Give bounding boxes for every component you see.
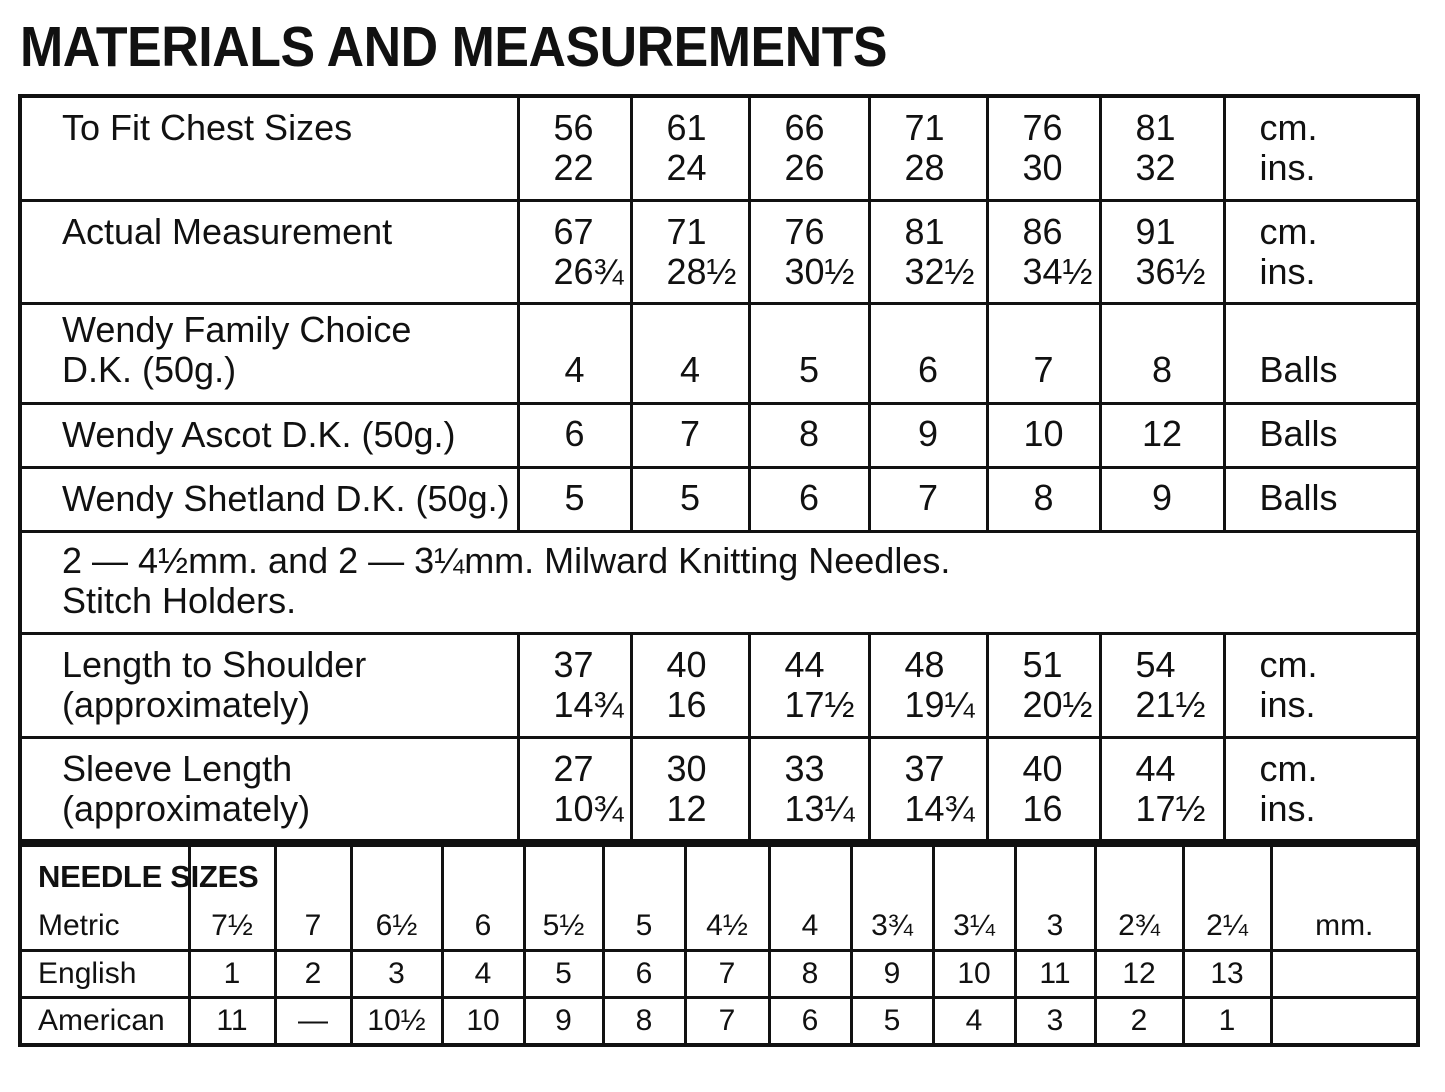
row-label <box>20 467 518 531</box>
cell-line: 28 <box>904 147 945 188</box>
cell-line: Stitch Holders. <box>62 579 297 621</box>
row-label <box>20 200 518 303</box>
cell-line: 17½ <box>1135 787 1206 829</box>
size-value-cell <box>749 737 869 841</box>
size-value-cell <box>869 633 987 737</box>
cell-line: 6 <box>564 412 585 454</box>
size-value-cell <box>1100 467 1224 531</box>
table-row <box>20 633 1418 737</box>
cell-line: 76 <box>784 210 825 252</box>
size-value-cell <box>631 303 749 403</box>
cell-line: 32½ <box>904 250 975 292</box>
cell-line: ins. <box>1259 683 1316 725</box>
cell-line: 48 <box>904 643 945 685</box>
english-size-cell: 3 <box>351 951 442 998</box>
cell-line: 14¾ <box>904 787 975 829</box>
english-size-cell: 9 <box>851 951 933 998</box>
row-label <box>20 403 518 467</box>
english-size-cell: 2 <box>275 951 351 998</box>
cell-line: 5 <box>679 476 701 518</box>
metric-size-cell: 3 <box>1015 845 1095 951</box>
cell-line: 37 <box>904 747 945 789</box>
cell-line: 7 <box>679 412 701 454</box>
needle-sizes-heading: NEEDLE SIZES <box>38 859 259 894</box>
metric-size-cell: 5 <box>603 845 685 951</box>
cell-line: 61 <box>666 107 707 148</box>
table-row <box>20 303 1418 403</box>
american-size-cell: 5 <box>851 998 933 1046</box>
english-row <box>20 951 1418 998</box>
english-size-cell: 6 <box>603 951 685 998</box>
size-value-cell <box>518 200 631 303</box>
american-size-cell: 11 <box>189 998 275 1046</box>
metric-size-cell: 3¾ <box>851 845 933 951</box>
american-size-cell: 4 <box>933 998 1015 1046</box>
american-size-cell: 10 <box>442 998 524 1046</box>
cell-line: 19¼ <box>904 683 975 725</box>
english-size-cell: 7 <box>685 951 769 998</box>
metric-row <box>20 845 1418 951</box>
size-value-cell <box>869 403 987 467</box>
cell-line: 4 <box>679 348 701 390</box>
english-size-cell: 4 <box>442 951 524 998</box>
american-size-cell: — <box>275 998 351 1046</box>
size-value-cell <box>749 633 869 737</box>
empty-cell <box>1271 951 1418 998</box>
cell-line: 21½ <box>1135 683 1206 725</box>
unit-cell <box>1224 403 1418 467</box>
cell-line: 20½ <box>1022 683 1093 725</box>
metric-unit-cell: mm. <box>1271 845 1418 951</box>
cell-line: 30 <box>1022 147 1063 188</box>
cell-line: 7 <box>1033 348 1054 390</box>
american-size-cell: 10½ <box>351 998 442 1046</box>
english-size-cell: 10 <box>933 951 1015 998</box>
american-size-cell: 9 <box>524 998 603 1046</box>
cell-line: 8 <box>798 412 820 454</box>
size-value-cell <box>518 633 631 737</box>
cell-line: 40 <box>666 643 707 685</box>
metric-size-cell: 6½ <box>351 845 442 951</box>
metric-size-cell: 5½ <box>524 845 603 951</box>
unit-cell <box>1224 303 1418 403</box>
cell-line: 66 <box>784 107 825 148</box>
size-value-cell <box>1100 200 1224 303</box>
size-value-cell <box>518 467 631 531</box>
size-value-cell <box>987 737 1100 841</box>
size-value-cell <box>631 737 749 841</box>
size-value-cell <box>987 633 1100 737</box>
cell-line: 26¾ <box>553 250 624 292</box>
cell-line: ins. <box>1259 147 1316 188</box>
cell-line: 5 <box>798 348 820 390</box>
cell-line: (approximately) <box>62 683 311 725</box>
size-value-cell <box>987 467 1100 531</box>
american-row <box>20 998 1418 1046</box>
empty-cell <box>1271 998 1418 1046</box>
cell-line: 44 <box>784 643 825 685</box>
needle-sizes-table <box>18 843 1420 1047</box>
cell-line: 81 <box>1135 107 1176 148</box>
size-value-cell <box>518 737 631 841</box>
cell-line: Wendy Shetland D.K. (50g.) <box>62 478 510 519</box>
cell-line: 26 <box>784 147 825 188</box>
page-title: MATERIALS AND MEASUREMENTS <box>20 15 888 79</box>
cell-line: Sleeve Length <box>62 747 293 789</box>
cell-line: Balls <box>1259 412 1338 454</box>
cell-line: 4 <box>564 348 585 390</box>
cell-line: cm. <box>1259 643 1318 685</box>
cell-line: 56 <box>553 107 594 148</box>
american-size-cell: 7 <box>685 998 769 1046</box>
needles-description <box>20 531 1418 633</box>
cell-line: 10 <box>1023 412 1064 454</box>
cell-line: 2 — 4½mm. and 2 — 3¼mm. Milward Knitting Needles. <box>62 539 951 581</box>
cell-line: 17½ <box>784 683 855 725</box>
cell-line: 22 <box>553 147 594 188</box>
size-value-cell <box>631 403 749 467</box>
metric-size-cell: 2¾ <box>1095 845 1183 951</box>
unit-cell <box>1224 96 1418 200</box>
size-value-cell <box>869 737 987 841</box>
cell-line: 76 <box>1022 107 1063 148</box>
cell-line: 91 <box>1135 210 1176 252</box>
american-size-cell: 8 <box>603 998 685 1046</box>
size-value-cell <box>869 467 987 531</box>
cell-line: cm. <box>1259 210 1318 252</box>
metric-size-cell: 2¼ <box>1183 845 1271 951</box>
cell-line: 51 <box>1022 643 1063 685</box>
table-row <box>20 200 1418 303</box>
cell-line: 37 <box>553 643 594 685</box>
english-size-cell: 1 <box>189 951 275 998</box>
american-size-cell: 6 <box>769 998 851 1046</box>
cell-line: 10¾ <box>553 787 624 829</box>
cell-line: 5 <box>564 476 585 518</box>
cell-line: 9 <box>917 412 939 454</box>
cell-line: ins. <box>1259 250 1316 292</box>
size-value-cell <box>518 403 631 467</box>
unit-cell <box>1224 467 1418 531</box>
size-value-cell <box>987 303 1100 403</box>
american-size-cell: 1 <box>1183 998 1271 1046</box>
english-size-cell: 11 <box>1015 951 1095 998</box>
table-row <box>20 737 1418 841</box>
cell-line: Wendy Ascot D.K. (50g.) <box>62 414 456 455</box>
cell-line: 54 <box>1135 643 1176 685</box>
size-value-cell <box>869 96 987 200</box>
cell-line: Wendy Family Choice <box>62 308 412 350</box>
cell-line: 34½ <box>1022 250 1093 292</box>
size-value-cell <box>631 96 749 200</box>
row-label <box>20 96 518 200</box>
cell-line: 28½ <box>666 250 737 292</box>
size-value-cell <box>631 200 749 303</box>
cell-line: 9 <box>1151 476 1173 518</box>
cell-line: 7 <box>917 476 939 518</box>
metric-size-cell: 7½ <box>189 845 275 951</box>
cell-line: 40 <box>1022 747 1063 789</box>
cell-line: 36½ <box>1135 250 1206 292</box>
row-label <box>20 303 518 403</box>
cell-line: 14¾ <box>553 683 624 725</box>
cell-line: 32 <box>1135 147 1176 188</box>
american-size-cell: 2 <box>1095 998 1183 1046</box>
row-label <box>20 633 518 737</box>
cell-line: 24 <box>666 147 707 188</box>
american-label: American <box>20 998 189 1046</box>
cell-line: 30½ <box>784 250 855 292</box>
cell-line: 81 <box>904 210 945 252</box>
size-value-cell <box>1100 96 1224 200</box>
metric-size-cell: 4½ <box>685 845 769 951</box>
cell-line: D.K. (50g.) <box>62 348 237 390</box>
english-size-cell: 5 <box>524 951 603 998</box>
cell-line: Balls <box>1259 476 1338 518</box>
size-value-cell <box>869 303 987 403</box>
metric-size-cell: 4 <box>769 845 851 951</box>
size-value-cell <box>749 200 869 303</box>
english-size-cell: 12 <box>1095 951 1183 998</box>
cell-line: 33 <box>784 747 825 789</box>
cell-line: 8 <box>1033 476 1054 518</box>
table-row <box>20 403 1418 467</box>
needles-row <box>20 531 1418 633</box>
size-value-cell <box>1100 737 1224 841</box>
cell-line: cm. <box>1259 107 1318 148</box>
metric-size-cell: 3¼ <box>933 845 1015 951</box>
table-row <box>20 467 1418 531</box>
measurements-table <box>18 94 1420 843</box>
cell-line: 13¼ <box>784 787 855 829</box>
cell-line: 16 <box>666 683 707 725</box>
size-value-cell <box>631 633 749 737</box>
size-value-cell <box>987 200 1100 303</box>
cell-line: cm. <box>1259 747 1318 789</box>
english-size-cell: 8 <box>769 951 851 998</box>
cell-line: Balls <box>1259 348 1338 390</box>
metric-size-cell: 7 <box>275 845 351 951</box>
size-value-cell <box>749 96 869 200</box>
size-value-cell <box>1100 403 1224 467</box>
row-label <box>20 737 518 841</box>
cell-line: 12 <box>666 787 707 829</box>
unit-cell <box>1224 737 1418 841</box>
english-label: English <box>20 951 189 998</box>
cell-line: (approximately) <box>62 787 311 829</box>
size-value-cell <box>987 403 1100 467</box>
size-value-cell <box>749 303 869 403</box>
metric-label: Metric <box>38 909 120 942</box>
metric-size-cell: 6 <box>442 845 524 951</box>
size-value-cell <box>518 303 631 403</box>
cell-line: 71 <box>904 107 945 148</box>
table-row <box>20 96 1418 200</box>
cell-line: 67 <box>553 210 594 252</box>
size-value-cell <box>1100 303 1224 403</box>
american-size-cell: 3 <box>1015 998 1095 1046</box>
size-value-cell <box>631 467 749 531</box>
size-value-cell <box>987 96 1100 200</box>
cell-line: 27 <box>553 747 594 789</box>
cell-line: Actual Measurement <box>62 210 393 252</box>
cell-line: 86 <box>1022 210 1063 252</box>
size-value-cell <box>749 467 869 531</box>
size-value-cell <box>518 96 631 200</box>
cell-line: 8 <box>1151 348 1173 390</box>
cell-line: ins. <box>1259 787 1316 829</box>
unit-cell <box>1224 633 1418 737</box>
english-size-cell: 13 <box>1183 951 1271 998</box>
cell-line: 44 <box>1135 747 1176 789</box>
cell-line: 30 <box>666 747 707 789</box>
cell-line: To Fit Chest Sizes <box>62 107 353 148</box>
size-value-cell <box>869 200 987 303</box>
unit-cell <box>1224 200 1418 303</box>
size-value-cell <box>1100 633 1224 737</box>
cell-line: 12 <box>1141 412 1183 454</box>
cell-line: Length to Shoulder <box>62 643 367 685</box>
cell-line: 16 <box>1022 787 1063 829</box>
cell-line: 6 <box>917 348 939 390</box>
cell-line: 6 <box>798 476 820 518</box>
size-value-cell <box>749 403 869 467</box>
cell-line: 71 <box>666 210 707 252</box>
